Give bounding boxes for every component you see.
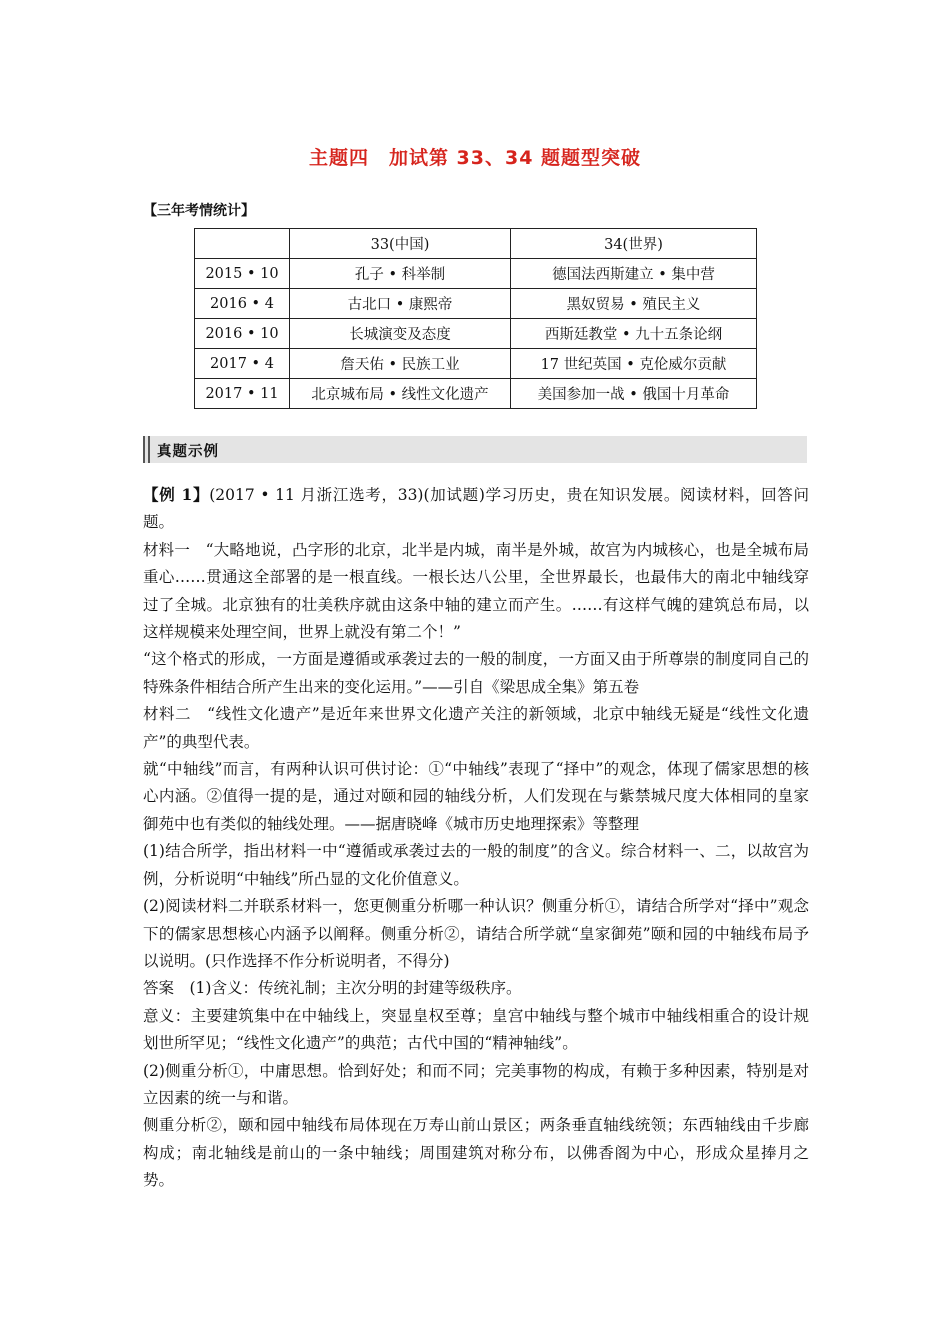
table-row [195,289,757,319]
paragraph-material-two: 材料二 “线性文化遗产”是近年来世界文化遗产关注的新领域，北京中轴线无疑是“线性文化遗产”的典型代表。 [143,705,809,751]
stats-label: 【三年考情统计】 [143,203,255,219]
paragraph-quote: “这个格式的形成，一方面是遵循或承袭过去的一般的制度，一方面又由于所尊崇的制度同自己的特殊条件相结合所产生出来的变化运用。”——引自《梁思成全集》第五卷 [143,650,809,696]
paragraph-material-one: 材料一 “大略地说，凸字形的北京，北半是内城，南半是外城，故宫为内城核心，也是全城布局重心……贯通这全部署的是一根直线。一根长达八公里，全世界最长，也最伟大的南北中轴线穿过了全城。北京独有的壮美秩序就由这条中轴的建立而产生。……有这样气魄的建筑总布局，以这样规模来处理空间，世界上就没有第二个！” [143,540,809,642]
table-cell-date: 2015 • 10 [195,259,290,289]
page-title: 主题四 加试第 33、34 题题型突破 [308,147,642,169]
table-header-row [195,229,757,259]
example-tag: 【例 1】 [143,485,210,504]
example-body [143,481,809,1195]
table-row [195,349,757,379]
table-cell-world: 黑奴贸易 • 殖民主义 [511,289,757,319]
table-cell-date: 2017 • 4 [195,349,290,379]
answer-meaning: 意义：主要建筑集中在中轴线上，突显皇权至尊；皇宫中轴线与整个城市中轴线相重合的设计规划世所罕见；“线性文化遗产”的典范；古代中国的“精神轴线”。 [143,1006,809,1053]
question-one: (1)结合所学，指出材料一中“遵循或承袭过去的一般的制度”的含义。综合材料一、二，以故宫为例，分析说明“中轴线”所凸显的文化价值意义。 [143,842,809,888]
answer-one: 答案 (1)含义：传统礼制；主次分明的封建等级秩序。 [143,979,522,998]
table-row [195,379,757,409]
table-cell-date: 2016 • 4 [195,289,290,319]
table-cell-china: 北京城布局 • 线性文化遗产 [290,379,511,409]
question-two: (2)阅读材料二并联系材料一，您更侧重分析哪一种认识？侧重分析①，请结合所学对“择中”观念下的儒家思想核心内涵予以阐释。侧重分析②，请结合所学就“皇家御苑”颐和园的中轴线布局予以说明。(只作选择不作分析说明者，不得分) [143,897,809,970]
table-cell-date: 2017 • 11 [195,379,290,409]
table-cell-china: 詹天佑 • 民族工业 [290,349,511,379]
table-header-cell [195,229,290,259]
table-cell-world: 德国法西斯建立 • 集中营 [511,259,757,289]
exam-stats-table [194,228,757,409]
table-row [195,259,757,289]
table-header-cell: 33(中国) [290,229,511,259]
answer-two-option-two: 侧重分析②，颐和园中轴线布局体现在万寿山前山景区；两条垂直轴线统领；东西轴线由千步廊构成；南北轴线是前山的一条中轴线；周围建筑对称分布，以佛香阁为中心，形成众星捧月之势。 [143,1116,809,1190]
table-cell-date: 2016 • 10 [195,319,290,349]
table-cell-china: 长城演变及态度 [290,319,511,349]
table-header-cell: 34(世界) [511,229,757,259]
example-intro-text: (2017 • 11 月浙江选考，33)(加试题)学习历史，贵在知识发展。阅读材料，回答问题。 [143,486,809,532]
table-cell-china: 孔子 • 科举制 [290,259,511,289]
section-marker [143,436,150,463]
example-intro [143,481,809,537]
table-cell-world: 西斯廷教堂 • 九十五条论纲 [511,319,757,349]
table-cell-world: 17 世纪英国 • 克伦威尔贡献 [511,349,757,379]
table-cell-world: 美国参加一战 • 俄国十月革命 [511,379,757,409]
table-cell-china: 古北口 • 康熙帝 [290,289,511,319]
table-row [195,319,757,349]
section-title: 真题示例 [157,444,219,460]
section-header [143,436,807,463]
paragraph-axis-discussion: 就“中轴线”而言，有两种认识可供讨论：①“中轴线”表现了“择中”的观念，体现了儒家思想的核心内涵。②值得一提的是，通过对颐和园的轴线分析，人们发现在与紫禁城尺度大体相同的皇家御苑中也有类似的轴线处理。——据唐晓峰《城市历史地理探索》等整理 [143,760,809,833]
answer-two-option-one: (2)侧重分析①，中庸思想。恰到好处；和而不同；完美事物的构成，有赖于多种因素，特别是对立因素的统一与和谐。 [143,1061,809,1107]
